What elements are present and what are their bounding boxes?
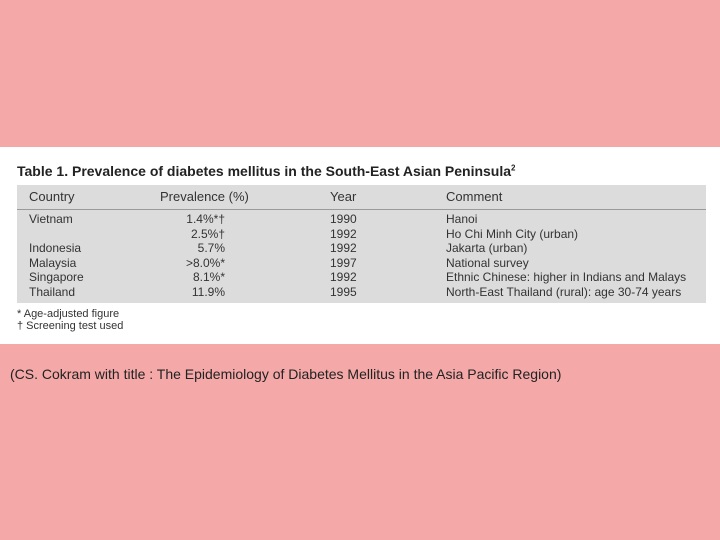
- cell-comment: National survey: [446, 255, 529, 270]
- cell-prevalence: 2.5%†: [190, 226, 225, 241]
- table-header-row: [17, 185, 706, 210]
- cell-year: 1990: [330, 212, 357, 226]
- table-title-reference: 2: [511, 163, 516, 173]
- cell-country: Thailand: [29, 284, 76, 299]
- cell-year: 1995: [330, 284, 357, 299]
- cell-year: 1992: [330, 241, 357, 255]
- table-row: [17, 285, 706, 300]
- header-year: Year: [330, 189, 357, 204]
- table-row: [17, 256, 706, 271]
- citation-text: (CS. Cokram with title : The Epidemiology of Diabetes Mellitus in the Asia Pacific Region): [10, 366, 562, 382]
- cell-prevalence: 5.7%: [197, 241, 225, 255]
- cell-country: Singapore: [29, 270, 84, 284]
- table-card: [0, 147, 720, 344]
- cell-prevalence: 8.1%*: [192, 270, 225, 284]
- cell-country: Malaysia: [29, 255, 77, 270]
- cell-prevalence: 11.9%: [191, 284, 225, 299]
- cell-year: 1997: [330, 255, 357, 270]
- cell-year: 1992: [330, 270, 357, 284]
- table-footnotes: [17, 308, 123, 332]
- header-prevalence: Prevalence (%): [160, 189, 249, 204]
- cell-prevalence: 1.4%*†: [186, 212, 225, 226]
- table-title: [17, 163, 515, 179]
- cell-country: Vietnam: [29, 212, 73, 226]
- table-title-text: Table 1. Prevalence of diabetes mellitus in the South-East Asian Peninsula: [17, 163, 512, 179]
- cell-comment: Hanoi: [446, 212, 478, 226]
- cell-comment: Ethnic Chinese: higher in Indians and Malays: [446, 270, 687, 284]
- table-row: [17, 212, 706, 227]
- cell-year: 1992: [330, 226, 357, 241]
- prevalence-table: [17, 185, 706, 303]
- footnote-screening-test: † Screening test used: [17, 320, 124, 332]
- cell-prevalence: >8.0%*: [185, 255, 225, 270]
- cell-comment: Ho Chi Minh City (urban): [446, 226, 579, 241]
- cell-comment: Jakarta (urban): [446, 241, 528, 255]
- table-row: [17, 270, 706, 285]
- footnote-age-adjusted: * Age-adjusted figure: [17, 308, 120, 320]
- header-comment: Comment: [446, 189, 503, 204]
- table-row: [17, 227, 706, 242]
- cell-comment: North-East Thailand (rural): age 30-74 years: [446, 284, 682, 299]
- cell-country: Indonesia: [29, 241, 82, 255]
- header-country: Country: [29, 189, 75, 204]
- table-row: [17, 241, 706, 256]
